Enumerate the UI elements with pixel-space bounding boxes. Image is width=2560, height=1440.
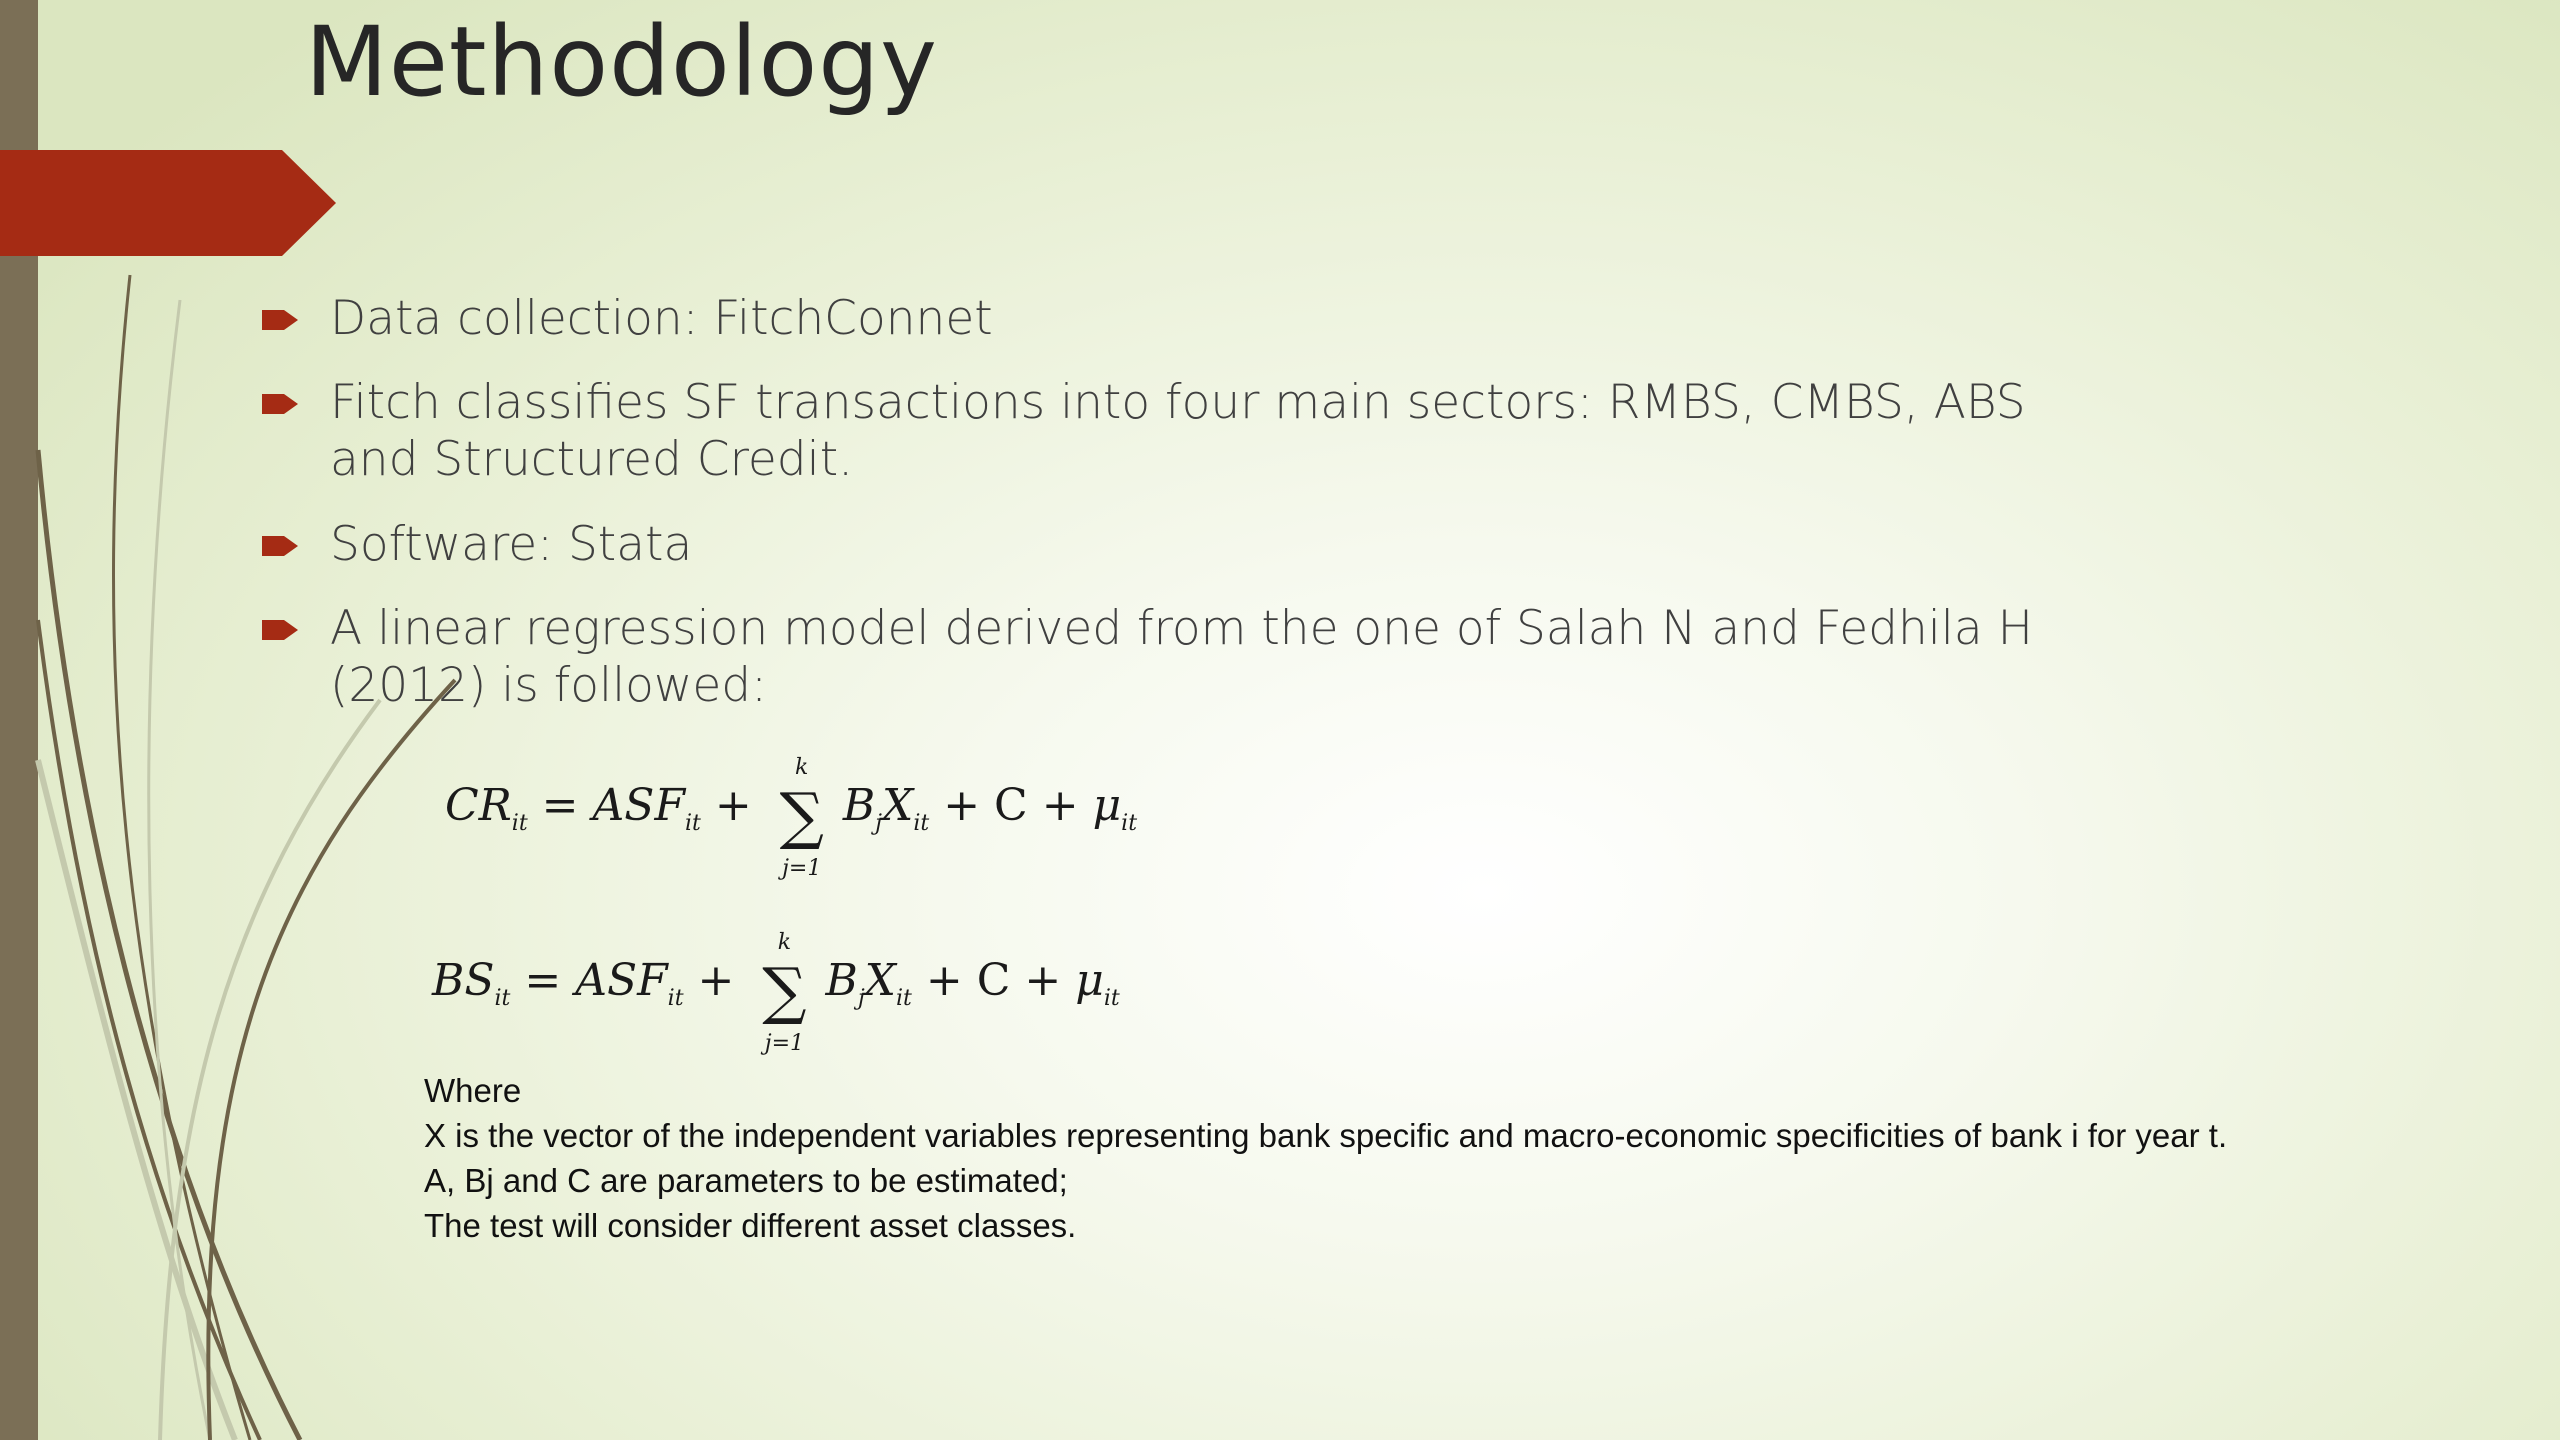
bullet-arrow-icon bbox=[262, 391, 298, 417]
formula-cr: $CR_{it} = ASF_{it}$ + k ∑ j=1 $B_jX_{it} + C + \mu_{it}$ bbox=[445, 754, 1138, 881]
bullet-arrow-icon bbox=[262, 533, 298, 559]
formula-bs: $BS_{it} = ASF_{it}$ + k ∑ j=1 $B_jX_{it} + C + \mu_{it}$ bbox=[432, 929, 1120, 1056]
summation-symbol: k ∑ j=1 bbox=[762, 929, 807, 1056]
slide-title: Methodology bbox=[305, 6, 938, 118]
notes-line: The test will consider different asset classes. bbox=[424, 1207, 1077, 1244]
formula-notes bbox=[424, 1068, 2474, 1248]
title-accent-arrow bbox=[0, 150, 336, 256]
bullet-text: Data collection: FitchConnet bbox=[330, 291, 993, 346]
bullet-arrow-icon bbox=[262, 307, 298, 333]
bullet-arrow-icon bbox=[262, 617, 298, 643]
bullet-text: Software: Stata bbox=[330, 517, 693, 572]
summation-symbol: k ∑ j=1 bbox=[779, 754, 824, 881]
notes-line: A, Bj and C are parameters to be estimated; bbox=[424, 1162, 1068, 1199]
bullet-text: Fitch classifies SF transactions into four main sectors: RMBS, CMBS, ABS and Structured Credit. bbox=[330, 375, 2026, 487]
notes-line: X is the vector of the independent variables representing bank specific and macro-economic specificities of bank i for year t. bbox=[424, 1117, 2228, 1154]
notes-line: Where bbox=[424, 1072, 522, 1109]
bullet-text: A linear regression model derived from the one of Salah N and Fedhila H (2012) is followed: bbox=[330, 601, 2033, 713]
